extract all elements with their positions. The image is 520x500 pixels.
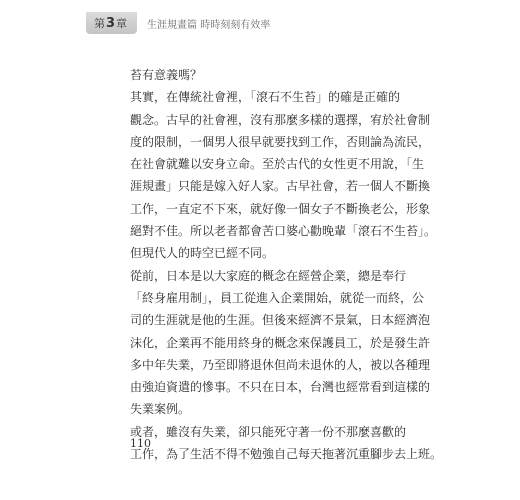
text-line: 由強迫資遣的慘事。不只在日本，台灣也經常看到這樣的 (130, 380, 431, 395)
chapter-tab (86, 12, 137, 34)
text-line: 但現代人的時空已經不同。 (130, 246, 275, 261)
text-line: 或者，雖沒有失業，卻只能死守著一份不那麼喜歡的 (130, 424, 407, 439)
body-text (130, 64, 443, 465)
text-line: 其實，在傳統社會裡，「滾石不生苔」的確是正確的 (130, 90, 401, 105)
header-title: 生涯規畫篇 時時刻刻有效率 (147, 19, 271, 31)
text-line: 司的生涯就是他的生涯。但後來經濟不景氣，日本經濟泡 (130, 313, 431, 328)
text-line: 工作，一直定不下來，就好像一個女子不斷換老公，形象 (130, 201, 431, 216)
page-number: 110 (130, 437, 151, 450)
text-line: 觀念。古早的社會裡，沒有那麼多樣的選擇，宥於社會制 (130, 112, 431, 127)
text-line: 苔有意義嗎？ (130, 68, 203, 82)
text-line: 沫化，企業再不能用終身的概念來保護員工，於是發生許 (130, 335, 431, 350)
text-line: 失業案例。 (130, 402, 191, 417)
text-line: 「終身雇用制」，員工從進入企業開始，就從一而終，公 (130, 290, 425, 305)
chapter-suffix: 章 (116, 17, 128, 30)
text-line: 從前，日本是以大家庭的概念在經營企業，總是奉行 (130, 268, 407, 283)
text-line: 在社會就難以安身立命。至於古代的女性更不用說，「生 (130, 157, 425, 172)
text-line: 工作，為了生活不得不勉強自己每天拖著沉重腳步去上班。 (130, 447, 443, 462)
text-line: 度的限制，一個男人很早就要找到工作，否則論為流民， (130, 134, 431, 149)
text-line: 絕對不佳。所以老者都會苦口婆心勸晚輩「滾石不生苔」。 (130, 224, 437, 239)
chapter-number: 3 (106, 15, 116, 31)
text-line: 多中年失業，乃至即將退休但尚未退休的人，被以各種理 (130, 357, 431, 372)
text-line: 涯規畫」只能是嫁入好人家。古早社會，若一個人不斷換 (130, 179, 431, 194)
chapter-prefix: 第 (94, 17, 105, 30)
running-header (86, 12, 270, 34)
